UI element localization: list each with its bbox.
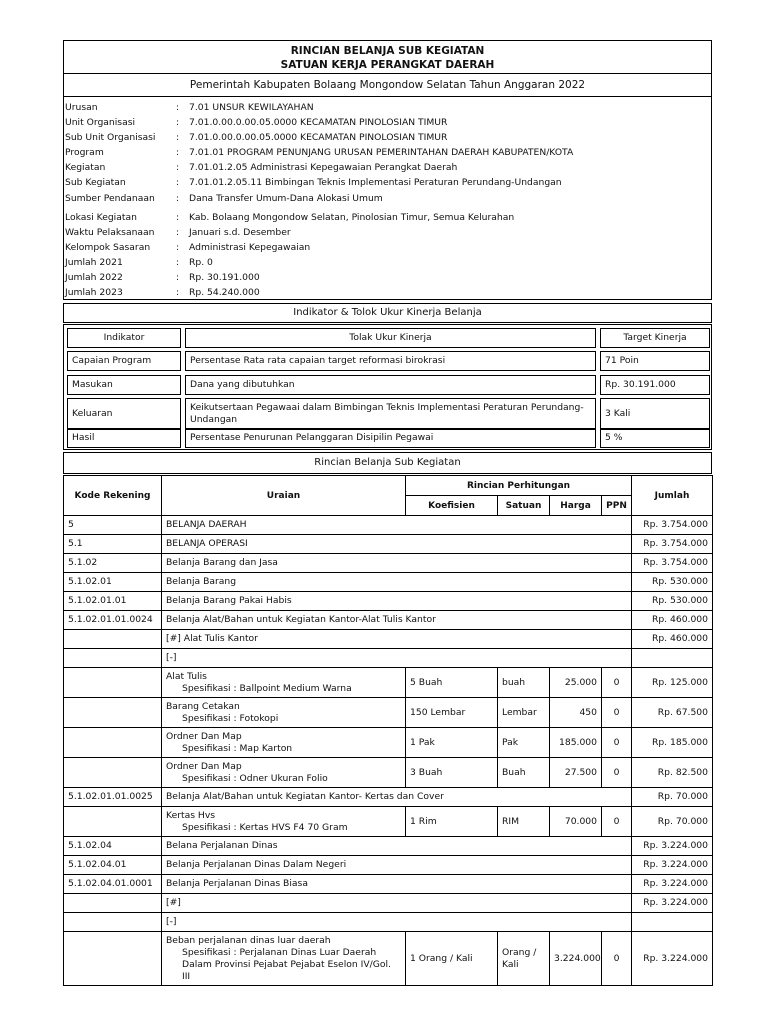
table-row	[64, 554, 713, 573]
uraian: Belanja Barang	[162, 573, 632, 592]
info-label: Kegiatan	[65, 162, 106, 173]
item-uraian	[162, 758, 406, 788]
info-row	[64, 210, 711, 225]
item-row	[64, 758, 713, 788]
info-label: Lokasi Kegiatan	[65, 212, 137, 223]
item-spec: Spesifikasi : Perjalanan Dinas Luar Daerah Dalam Provinsi Pejabat Pejabat Eselon IV/Gol. III	[182, 946, 391, 982]
info-row	[64, 175, 711, 190]
indicator-name: Hasil	[67, 428, 181, 448]
table-row	[64, 875, 713, 894]
document-title	[63, 40, 712, 74]
title-line-1: RINCIAN BELANJA SUB KEGIATAN	[290, 45, 485, 57]
item-jumlah: Rp. 3.224.000	[632, 932, 713, 986]
table-row	[64, 516, 713, 535]
item-jumlah: Rp. 125.000	[632, 668, 713, 698]
table-row	[64, 649, 713, 668]
item-uraian	[162, 698, 406, 728]
uraian: Belana Perjalanan Dinas	[162, 837, 632, 856]
kode-rekening	[64, 758, 162, 788]
item-name: Barang Cetakan	[166, 700, 240, 712]
header-jumlah: Jumlah	[632, 476, 713, 516]
table-row	[64, 894, 713, 913]
table-row	[64, 913, 713, 932]
info-label: Jumlah 2022	[65, 272, 123, 283]
kode-rekening: 5.1	[64, 535, 162, 554]
item-satuan: Lembar	[498, 698, 550, 728]
kode-rekening: 5.1.02.01	[64, 573, 162, 592]
info-value: 7.01.0.00.0.00.05.0000 KECAMATAN PINOLOSIAN TIMUR	[189, 117, 448, 128]
indicator-measure: Dana yang dibutuhkan	[185, 375, 596, 395]
info-row	[64, 130, 711, 145]
item-spec: Spesifikasi : Fotokopi	[182, 712, 279, 724]
item-name: Beban perjalanan dinas luar daerah	[166, 934, 331, 946]
item-ppn: 0	[602, 807, 632, 837]
item-uraian	[162, 728, 406, 758]
item-harga: 70.000	[550, 807, 602, 837]
item-ppn: 0	[602, 728, 632, 758]
item-satuan: buah	[498, 668, 550, 698]
info-label: Waktu Pelaksanaan	[65, 227, 155, 238]
indicator-target: 71 Poin	[600, 351, 710, 371]
item-spec: Spesifikasi : Map Karton	[182, 742, 293, 754]
header-ppn: PPN	[602, 496, 632, 516]
kode-rekening: 5	[64, 516, 162, 535]
kode-rekening: 5.1.02.01.01	[64, 592, 162, 611]
item-harga: 27.500	[550, 758, 602, 788]
uraian: BELANJA DAERAH	[162, 516, 632, 535]
uraian: [#]	[162, 894, 632, 913]
target-kinerja-header: Target Kinerja	[600, 328, 710, 348]
kode-rekening	[64, 698, 162, 728]
kode-rekening: 5.1.02	[64, 554, 162, 573]
table-row	[64, 788, 713, 807]
table-row	[64, 535, 713, 554]
info-value: Rp. 30.191.000	[189, 272, 260, 283]
item-uraian	[162, 668, 406, 698]
info-label: Urusan	[65, 102, 98, 113]
item-koefisien: 1 Rim	[406, 807, 498, 837]
kode-rekening	[64, 894, 162, 913]
info-label: Jumlah 2021	[65, 257, 123, 268]
indicator-measure: Keikutsertaan Pegawaai dalam Bimbingan Teknis Implementasi Peraturan Perundang-Undangan	[185, 398, 596, 430]
info-row	[64, 160, 711, 175]
indicator-title	[63, 303, 712, 323]
indicator-target: Rp. 30.191.000	[600, 375, 710, 395]
table-row	[64, 837, 713, 856]
item-satuan: Orang / Kali	[498, 932, 550, 986]
item-row	[64, 932, 713, 986]
jumlah: Rp. 3.754.000	[632, 535, 713, 554]
item-koefisien: 1 Orang / Kali	[406, 932, 498, 986]
kode-rekening: 5.1.02.04	[64, 837, 162, 856]
info-colon: :	[176, 272, 180, 283]
item-name: Kertas Hvs	[166, 809, 216, 821]
jumlah: Rp. 3.224.000	[632, 894, 713, 913]
rincian-title	[63, 452, 712, 474]
item-koefisien: 5 Buah	[406, 668, 498, 698]
item-harga: 185.000	[550, 728, 602, 758]
item-harga: 3.224.000	[550, 932, 602, 986]
item-name: Ordner Dan Map	[166, 760, 242, 772]
indicator-title-text: Indikator & Tolok Ukur Kinerja Belanja	[293, 307, 482, 318]
kode-rekening: 5.1.02.04.01	[64, 856, 162, 875]
info-colon: :	[176, 132, 180, 143]
item-satuan: Pak	[498, 728, 550, 758]
info-value: 7.01.0.00.0.00.05.0000 KECAMATAN PINOLOSIAN TIMUR	[189, 132, 448, 143]
indicator-target: 5 %	[600, 428, 710, 448]
kode-rekening	[64, 807, 162, 837]
header-harga: Harga	[550, 496, 602, 516]
jumlah	[632, 913, 713, 932]
item-jumlah: Rp. 185.000	[632, 728, 713, 758]
jumlah: Rp. 460.000	[632, 611, 713, 630]
kode-rekening: 5.1.02.01.01.0025	[64, 788, 162, 807]
kode-rekening	[64, 668, 162, 698]
info-colon: :	[176, 212, 180, 223]
info-value: 7.01 UNSUR KEWILAYAHAN	[189, 102, 314, 113]
info-colon: :	[176, 117, 180, 128]
kode-rekening	[64, 728, 162, 758]
info-value: Rp. 54.240.000	[189, 287, 260, 298]
indicator-name: Keluaran	[67, 398, 181, 430]
item-name: Ordner Dan Map	[166, 730, 242, 742]
header-uraian: Uraian	[162, 476, 406, 516]
header-satuan: Satuan	[498, 496, 550, 516]
uraian: Belanja Barang dan Jasa	[162, 554, 632, 573]
indicator-target: 3 Kali	[600, 398, 710, 430]
jumlah: Rp. 530.000	[632, 573, 713, 592]
item-koefisien: 150 Lembar	[406, 698, 498, 728]
jumlah: Rp. 3.224.000	[632, 856, 713, 875]
item-harga: 450	[550, 698, 602, 728]
kode-rekening	[64, 913, 162, 932]
header-kode-rekening: Kode Rekening	[64, 476, 162, 516]
item-uraian	[162, 807, 406, 837]
info-value: Administrasi Kepegawaian	[189, 242, 311, 253]
uraian: Belanja Perjalanan Dinas Dalam Negeri	[162, 856, 632, 875]
item-harga: 25.000	[550, 668, 602, 698]
kode-rekening: 5.1.02.04.01.0001	[64, 875, 162, 894]
item-name: Alat Tulis	[166, 670, 207, 682]
rincian-body	[64, 516, 713, 986]
uraian: [#] Alat Tulis Kantor	[162, 630, 632, 649]
info-label: Kelompok Sasaran	[65, 242, 151, 253]
item-row	[64, 728, 713, 758]
title-line-2: SATUAN KERJA PERANGKAT DAERAH	[280, 59, 495, 71]
uraian: Belanja Barang Pakai Habis	[162, 592, 632, 611]
rincian-title-text: Rincian Belanja Sub Kegiatan	[314, 457, 461, 468]
info-colon: :	[176, 227, 180, 238]
info-colon: :	[176, 242, 180, 253]
info-colon: :	[176, 257, 180, 268]
info-row	[64, 115, 711, 130]
kode-rekening	[64, 630, 162, 649]
info-label: Unit Organisasi	[65, 117, 136, 128]
jumlah: Rp. 3.224.000	[632, 875, 713, 894]
jumlah: Rp. 70.000	[632, 788, 713, 807]
item-spec: Spesifikasi : Ballpoint Medium Warna	[182, 682, 352, 694]
info-row	[64, 100, 711, 115]
indicator-measure: Persentase Penurunan Pelanggaran Disipilin Pegawai	[185, 428, 596, 448]
item-row	[64, 807, 713, 837]
info-value: Dana Transfer Umum-Dana Alokasi Umum	[189, 193, 383, 204]
table-row	[64, 573, 713, 592]
table-row	[64, 630, 713, 649]
uraian: BELANJA OPERASI	[162, 535, 632, 554]
item-koefisien: 1 Pak	[406, 728, 498, 758]
info-value: 7.01.01.2.05 Administrasi Kepegawaian Perangkat Daerah	[189, 162, 458, 173]
info-value: 7.01.01 PROGRAM PENUNJANG URUSAN PEMERINTAHAN DAERAH KABUPATEN/KOTA	[189, 147, 574, 158]
header-rincian-perhitungan: Rincian Perhitungan	[406, 476, 632, 496]
item-spec: Spesifikasi : Odner Ukuran Folio	[182, 772, 328, 784]
jumlah	[632, 649, 713, 668]
info-row	[64, 191, 711, 206]
uraian: [-]	[162, 649, 632, 668]
item-spec: Spesifikasi : Kertas HVS F4 70 Gram	[182, 821, 348, 833]
jumlah: Rp. 3.754.000	[632, 516, 713, 535]
kode-rekening	[64, 649, 162, 668]
item-satuan: Buah	[498, 758, 550, 788]
uraian: Belanja Perjalanan Dinas Biasa	[162, 875, 632, 894]
uraian: [-]	[162, 913, 632, 932]
kode-rekening	[64, 932, 162, 986]
info-value: 7.01.01.2.05.11 Bimbingan Teknis Implementasi Peraturan Perundang-Undangan	[189, 177, 562, 188]
info-colon: :	[176, 177, 180, 188]
tolok-ukur-header: Tolak Ukur Kinerja	[185, 328, 596, 348]
info-row	[64, 145, 711, 160]
item-satuan: RIM	[498, 807, 550, 837]
indicator-measure: Persentase Rata rata capaian target reformasi birokrasi	[185, 351, 596, 371]
info-colon: :	[176, 193, 180, 204]
uraian: Belanja Alat/Bahan untuk Kegiatan Kantor- Kertas dan Cover	[162, 788, 632, 807]
info-row	[64, 270, 711, 285]
indikator-header: Indikator	[67, 328, 181, 348]
info-colon: :	[176, 287, 180, 298]
info-label: Sumber Pendanaan	[65, 193, 155, 204]
info-row	[64, 285, 711, 300]
info-colon: :	[176, 162, 180, 173]
info-row	[64, 225, 711, 240]
info-value: Rp. 0	[189, 257, 213, 268]
item-ppn: 0	[602, 758, 632, 788]
info-value: Januari s.d. Desember	[189, 227, 291, 238]
uraian: Belanja Alat/Bahan untuk Kegiatan Kantor-Alat Tulis Kantor	[162, 611, 632, 630]
government-label: Pemerintah Kabupaten Bolaang Mongondow Selatan Tahun Anggaran 2022	[189, 79, 586, 91]
item-jumlah: Rp. 67.500	[632, 698, 713, 728]
info-label: Program	[65, 147, 104, 158]
jumlah: Rp. 530.000	[632, 592, 713, 611]
item-row	[64, 668, 713, 698]
jumlah: Rp. 460.000	[632, 630, 713, 649]
info-label: Sub Unit Organisasi	[65, 132, 156, 143]
jumlah: Rp. 3.224.000	[632, 837, 713, 856]
table-row	[64, 611, 713, 630]
item-uraian	[162, 932, 406, 986]
item-row	[64, 698, 713, 728]
government-header	[63, 73, 712, 97]
item-ppn: 0	[602, 932, 632, 986]
info-colon: :	[176, 147, 180, 158]
table-row	[64, 856, 713, 875]
item-koefisien: 3 Buah	[406, 758, 498, 788]
indicator-table	[63, 324, 712, 450]
item-ppn: 0	[602, 668, 632, 698]
info-section	[63, 96, 712, 300]
kode-rekening: 5.1.02.01.01.0024	[64, 611, 162, 630]
indicator-name: Masukan	[67, 375, 181, 395]
info-label: Jumlah 2023	[65, 287, 123, 298]
item-ppn: 0	[602, 698, 632, 728]
info-value: Kab. Bolaang Mongondow Selatan, Pinolosian Timur, Semua Kelurahan	[189, 212, 515, 223]
indicator-name: Capaian Program	[67, 351, 181, 371]
jumlah: Rp. 3.754.000	[632, 554, 713, 573]
rincian-table	[63, 475, 713, 986]
item-jumlah: Rp. 70.000	[632, 807, 713, 837]
info-label: Sub Kegiatan	[65, 177, 126, 188]
info-colon: :	[176, 102, 180, 113]
item-jumlah: Rp. 82.500	[632, 758, 713, 788]
info-row	[64, 255, 711, 270]
table-row	[64, 592, 713, 611]
info-row	[64, 240, 711, 255]
header-koefisien: Koefisien	[406, 496, 498, 516]
